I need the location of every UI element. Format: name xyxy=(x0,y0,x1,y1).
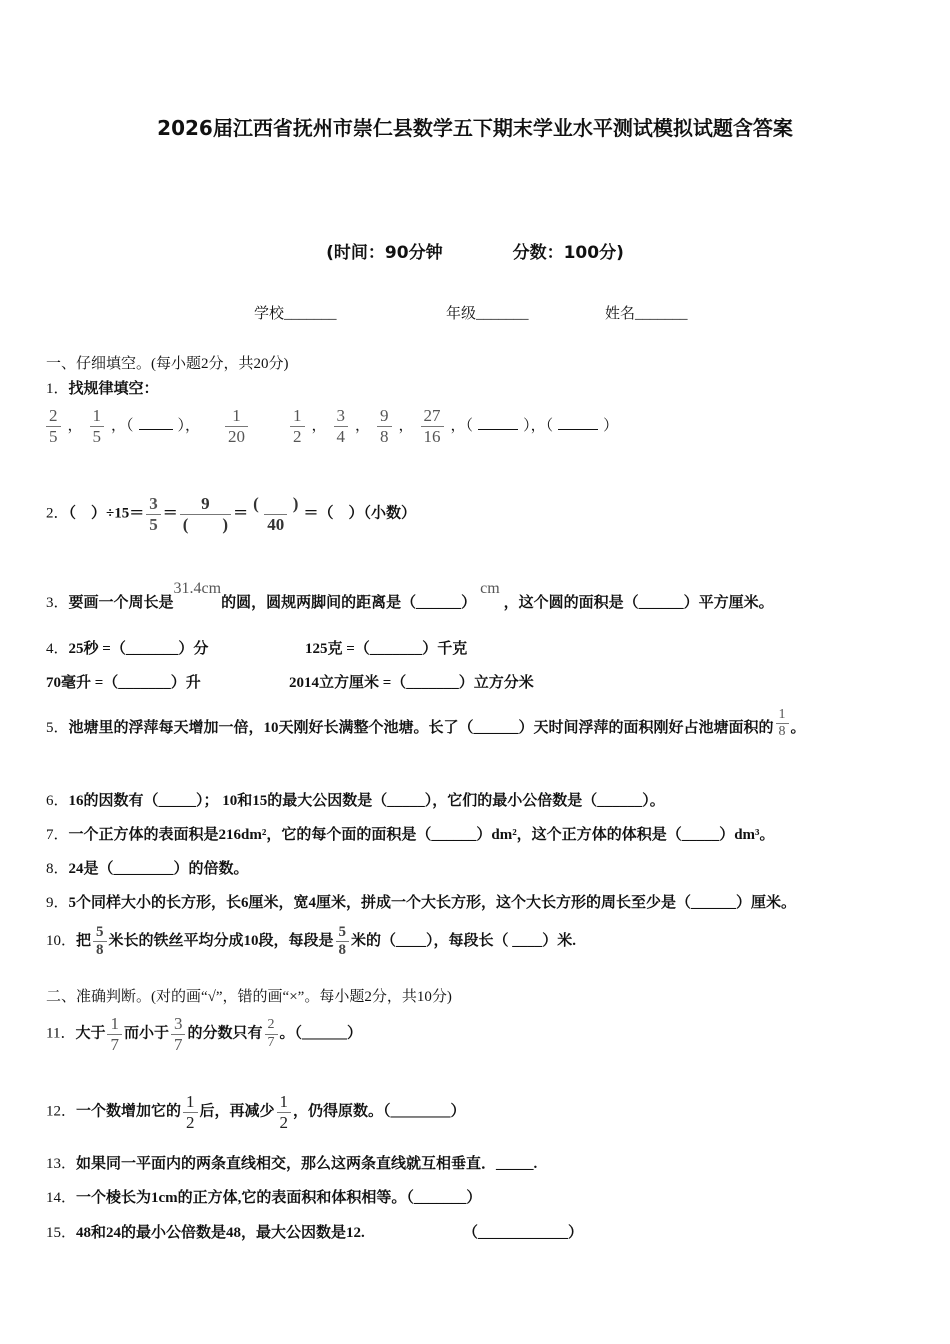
question-11: 11．大于 $\frac{1}{7}$ 而小于 $\frac{3}{7}$ 的分数只有 $\frac{2}{7}$ 。（______） xyxy=(46,1014,363,1054)
fraction: $\frac{1}{8}$ xyxy=(776,707,789,740)
question-5: 5．池塘里的浮萍每天增加一倍，10天刚好长满整个池塘。长了（______）天时间浮萍的面积刚好占池塘面积的 $\frac{1}{8}$ 。 xyxy=(46,707,806,740)
fraction: $\frac{3}{7}$ xyxy=(171,1014,186,1054)
question-number: 11． xyxy=(46,1025,76,1042)
question-1-sequence-b: $\frac{1}{2}$ ， $\frac{3}{4}$ ， $\frac{9}{8}$ ， $\frac{27}{16}$ ，（ ），（ ） xyxy=(288,406,623,446)
question-1 xyxy=(46,377,159,398)
circumference-value: 31.4cm xyxy=(173,580,222,597)
fraction: $\frac{9}{8}$ xyxy=(377,406,392,446)
fraction: $\frac{1}{2}$ xyxy=(277,1092,292,1132)
fraction: $\frac{27}{16}$ xyxy=(421,406,444,446)
school-field: 学校_______ xyxy=(254,306,337,322)
name-field: 姓名_______ xyxy=(605,306,688,322)
question-9: 9．5个同样大小的长方形，长6厘米，宽4厘米，拼成一个大长方形，这个大长方形的周长至少是（______）厘米。 xyxy=(46,895,797,911)
fraction: $\frac{1}{2}$ xyxy=(183,1092,198,1132)
fraction: $\frac{2}{5}$ xyxy=(46,406,61,446)
time-limit: (时间：90分钟 xyxy=(326,243,443,263)
answer-blank[interactable] xyxy=(558,415,598,430)
question-number: 10． xyxy=(46,933,77,950)
question-10: 10．把 $\frac{5}{8}$ 米长的铁丝平均分成10段，每段是 $\frac{5}{8}$ 米的（____），每段长（ ____）米. xyxy=(46,924,577,959)
question-4 xyxy=(46,637,208,658)
question-number: 12． xyxy=(46,1103,77,1120)
question-12: 12．一个数增加它的 $\frac{1}{2}$ 后，再减少 $\frac{1}{2}$ ，仍得原数。（________） xyxy=(46,1092,466,1132)
question-number: 2． xyxy=(46,505,69,522)
grade-field: 年级_______ xyxy=(446,306,529,322)
exam-subtitle xyxy=(0,238,950,263)
question-14: 14．一个棱长为1cm的正方体,它的表面积和体积相等。（_______） xyxy=(46,1190,482,1206)
question-7: 7．一个正方体的表面积是216dm²，它的每个面的面积是（______）dm²，这个正方体的体积是（_____）dm³。 xyxy=(46,827,775,843)
question-6: 6．16的因数有（_____）； 10和15的最大公因数是（_____），它们的最小公倍数是（______）。 xyxy=(46,793,665,809)
fraction: $\frac{1}{20}$ xyxy=(225,406,248,446)
question-number: 15． xyxy=(46,1225,77,1241)
question-2: 2．（ ）÷15＝ $\frac{3}{5}$ ＝ $\frac{9}{( )}$ ＝ $\frac{( )}{40}$ ＝（ ）（小数） xyxy=(46,494,416,534)
fraction: $\frac{1}{5}$ xyxy=(90,406,105,446)
section-2-heading: 二、准确判断。(对的画“√”，错的画“×”。每小题2分，共10分) xyxy=(46,989,452,1005)
fraction: $\frac{2}{7}$ xyxy=(265,1017,278,1050)
question-number: 8． xyxy=(46,861,69,877)
fraction: $\frac{9}{( )}$ xyxy=(180,494,231,534)
answer-slot[interactable]: （____________） xyxy=(463,1225,584,1241)
conversion-grams: 125克 =（_______）千克 xyxy=(305,641,468,657)
conversion-ml: 70毫升 =（_______）升 xyxy=(46,675,201,691)
conversion-cm3: 2014立方厘米 =（_______）立方分米 xyxy=(289,675,534,691)
total-score: 分数：100分) xyxy=(512,243,624,263)
question-number: 13． xyxy=(46,1156,77,1172)
question-number: 5． xyxy=(46,720,69,737)
question-number: 7． xyxy=(46,827,69,843)
question-8: 8．24是（________）的倍数。 xyxy=(46,861,249,877)
fraction: $\frac{( )}{40}$ xyxy=(253,494,299,534)
fraction: $\frac{5}{8}$ xyxy=(93,924,107,960)
fraction: $\frac{3}{5}$ xyxy=(146,494,161,534)
fraction: $\frac{1}{7}$ xyxy=(107,1014,122,1054)
question-number: 6． xyxy=(46,793,69,809)
page-title: 2026届江西省抚州市崇仁县数学五下期末学业水平测试模拟试题含答案 xyxy=(157,116,793,140)
question-3: 3．要画一个周长是31.4cm的圆，圆规两脚间的距离是（______）cm，这个圆的面积是（______）平方厘米。 xyxy=(46,580,774,611)
fraction: $\frac{5}{8}$ xyxy=(336,924,350,960)
question-text: 找规律填空： xyxy=(68,381,159,397)
question-number: 3． xyxy=(46,595,69,611)
question-number: 14． xyxy=(46,1190,77,1206)
fraction: $\frac{1}{2}$ xyxy=(290,406,305,446)
question-number: 4． xyxy=(46,641,69,657)
unit-cm: cm xyxy=(480,580,500,597)
answer-blank[interactable] xyxy=(478,415,518,430)
question-13: 13．如果同一平面内的两条直线相交，那么这两条直线就互相垂直．_____. xyxy=(46,1156,538,1172)
fraction: $\frac{3}{4}$ xyxy=(334,406,349,446)
conversion-seconds: 25秒 =（_______）分 xyxy=(68,641,209,657)
question-number: 1． xyxy=(46,381,69,397)
section-1-heading: 一、仔细填空。(每小题2分，共20分) xyxy=(46,356,289,372)
question-15: 15．48和24的最小公倍数是48，最大公因数是12. xyxy=(46,1225,365,1241)
question-1-sequence-a: $\frac{2}{5}$ ， $\frac{1}{5}$ ，（ ）， $\frac{1}{20}$ xyxy=(44,406,250,446)
answer-blank[interactable] xyxy=(139,415,173,430)
question-number: 9． xyxy=(46,895,69,911)
